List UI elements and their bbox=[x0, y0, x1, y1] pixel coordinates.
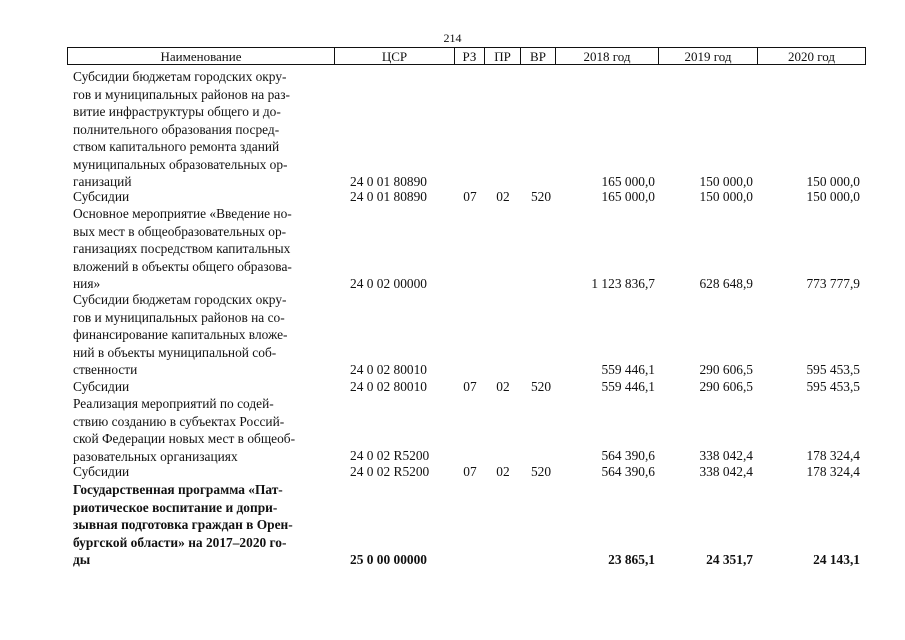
header-2020: 2020 год bbox=[788, 49, 835, 64]
row-2020: 178 324,4 bbox=[806, 464, 860, 479]
row-csr: 24 0 01 80890 bbox=[350, 189, 427, 204]
header-vr: ВР bbox=[521, 48, 556, 64]
row-2018: 165 000,0 bbox=[601, 189, 655, 204]
row-2020: 595 453,5 bbox=[806, 362, 860, 377]
page-number: 214 bbox=[443, 31, 462, 45]
row-rz: 07 bbox=[463, 379, 477, 394]
row-pr: 02 bbox=[496, 379, 510, 394]
header-csr: ЦСР bbox=[335, 48, 455, 64]
row-rz: 07 bbox=[463, 464, 477, 479]
row-2020: 150 000,0 bbox=[806, 174, 860, 189]
row-name: Государственная программа «Пат- риотическое воспитание и допри- зывная подготовка граждан в Орен- бургской области» на 2017–2020 го- ды bbox=[73, 482, 293, 567]
row-2019: 290 606,5 bbox=[699, 379, 753, 394]
row-name: Основное мероприятие «Введение но- вых мест в общеобразовательных ор- ганизациях посредством капитальных вложений в объекты общего образова- ния» bbox=[73, 206, 292, 291]
header-name: Наименование bbox=[68, 48, 335, 64]
row-vr: 520 bbox=[530, 379, 552, 394]
row-2020: 595 453,5 bbox=[806, 379, 860, 394]
row-2018: 564 390,6 bbox=[601, 448, 655, 463]
table-header bbox=[67, 47, 866, 65]
row-2019: 24 351,7 bbox=[706, 552, 753, 567]
row-2019: 338 042,4 bbox=[699, 448, 753, 463]
row-2020: 773 777,9 bbox=[806, 276, 860, 291]
header-rz: РЗ bbox=[455, 48, 485, 64]
row-2019: 290 606,5 bbox=[699, 362, 753, 377]
row-csr: 24 0 02 00000 bbox=[350, 276, 427, 291]
row-name: Реализация мероприятий по содей- ствию созданию в субъектах Россий- ской Федерации новых мест в общеоб- разовательных организациях bbox=[73, 396, 296, 464]
row-name: Субсидии bbox=[73, 464, 130, 479]
row-2020: 150 000,0 bbox=[806, 189, 860, 204]
row-name: Субсидии bbox=[73, 379, 130, 394]
row-2018: 564 390,6 bbox=[601, 464, 655, 479]
row-2020: 178 324,4 bbox=[806, 448, 860, 463]
row-2020: 24 143,1 bbox=[813, 552, 860, 567]
row-2018: 23 865,1 bbox=[608, 552, 655, 567]
header-2018: 2018 год bbox=[556, 48, 659, 64]
header-pr: ПР bbox=[485, 48, 521, 64]
row-2019: 150 000,0 bbox=[699, 189, 753, 204]
row-csr: 24 0 02 80010 bbox=[350, 362, 427, 377]
row-vr: 520 bbox=[530, 189, 552, 204]
row-csr: 24 0 01 80890 bbox=[350, 174, 427, 189]
row-2019: 628 648,9 bbox=[699, 276, 753, 291]
row-csr: 24 0 02 80010 bbox=[350, 379, 427, 394]
row-2018: 165 000,0 bbox=[601, 174, 655, 189]
row-2018: 559 446,1 bbox=[601, 362, 655, 377]
row-rz: 07 bbox=[463, 189, 477, 204]
row-2018: 1 123 836,7 bbox=[591, 276, 655, 291]
row-csr: 24 0 02 R5200 bbox=[350, 448, 430, 463]
row-vr: 520 bbox=[530, 464, 552, 479]
row-2019: 338 042,4 bbox=[699, 464, 753, 479]
row-pr: 02 bbox=[496, 189, 510, 204]
row-name: Субсидии бюджетам городских окру- гов и муниципальных районов на раз- витие инфраструктуры общего и до- полнительного образования посред- ством капитального ремонта зданий муниципальных образовательных ор- ганизаций bbox=[73, 69, 290, 189]
row-name: Субсидии bbox=[73, 189, 130, 204]
row-csr: 24 0 02 R5200 bbox=[350, 464, 430, 479]
row-pr: 02 bbox=[496, 464, 510, 479]
row-csr: 25 0 00 00000 bbox=[350, 552, 427, 567]
row-2019: 150 000,0 bbox=[699, 174, 753, 189]
row-2018: 559 446,1 bbox=[601, 379, 655, 394]
header-2019: 2019 год bbox=[659, 48, 758, 64]
row-name: Субсидии бюджетам городских окру- гов и муниципальных районов на со- финансирование капитальных вложе- ний в объекты муниципальной соб- ственности bbox=[73, 292, 288, 377]
